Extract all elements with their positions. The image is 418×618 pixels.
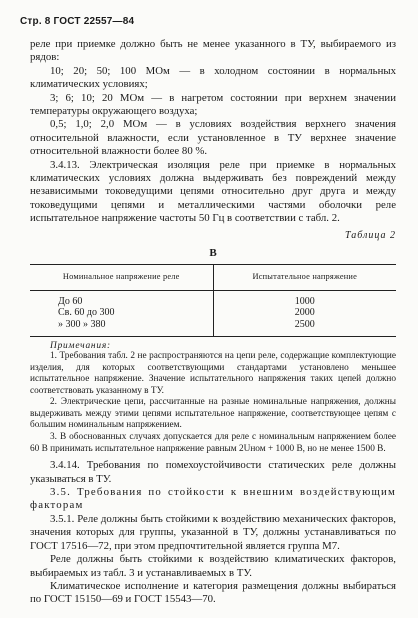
section-3-5-heading: 3.5. Требования по стойкости к внешним воздействующим факторам bbox=[30, 486, 396, 512]
nominal-voltage-cells bbox=[30, 290, 213, 336]
test-voltage-cells bbox=[213, 290, 396, 336]
paragraph: Реле должны быть стойкими к воздействию климатических факторов, выбираемых из табл. 3 и устанавливаемых в ТУ. bbox=[30, 553, 396, 579]
section-3-4-14: 3.4.14. Требования по помехоустойчивости статических реле должны указываться в ТУ. bbox=[30, 459, 396, 485]
note-3: 3. В обоснованных случаях допускается для реле с номинальным напряжением более 60 В принимать испытательное напряжение равным 2Uном + 1000 В, но не менее 1500 В. bbox=[30, 432, 396, 454]
table-body-row bbox=[30, 290, 396, 336]
page-content bbox=[30, 38, 396, 607]
column-header-nominal: Номинальное напряжение реле bbox=[30, 264, 213, 290]
notes-title: Примечания: bbox=[50, 340, 111, 351]
note-2: 2. Электрические цепи, рассчитанные на разные номинальные напряжения, должны выдерживать между этими цепями испытательное напряжение, соответствующее цепям с большим номинальным напряжением. bbox=[30, 397, 396, 431]
note-1: 1. Требования табл. 2 не распространяются на цепи реле, содержащие комплектующие изделия, для которых соответствующими стандартами установлено меньшее испытательное напряжение. Значение испытательного напряжения таких цепей должно соответствовать указанному в ТУ. bbox=[30, 350, 396, 396]
table-unit-letter: В bbox=[209, 246, 217, 259]
table-cell: » 300 » 380 bbox=[58, 318, 106, 330]
table-cell: 2500 bbox=[294, 318, 315, 330]
column-header-test: Испытательное напряжение bbox=[213, 264, 396, 290]
page-header: Стр. 8 ГОСТ 22557—84 bbox=[20, 16, 135, 27]
table-cell: Св. 60 до 300 bbox=[58, 307, 115, 319]
section-3-4-13: 3.4.13. Электрическая изоляция реле при приемке в нормальных климатических условиях должна выдерживать без повреждений между независимыми токоведущими цепями относительно друг друга и между токоведущими цепями и металлическими частями оболочки реле испытательное напряжение частоты 50 Гц в соответствии с табл. 2. bbox=[30, 158, 396, 225]
paragraph: Климатическое исполнение и категория размещения должны выбираться по ГОСТ 15150—69 и ГОСТ 15543—70. bbox=[30, 579, 396, 606]
table-header-row bbox=[30, 264, 396, 290]
paragraph: 3; 6; 10; 20 МОм — в нагретом состоянии при верхнем значении температуры окружающего воздуха; bbox=[30, 91, 396, 118]
table-cell: До 60 bbox=[58, 295, 83, 307]
voltage-table bbox=[30, 264, 396, 337]
table-cell: 2000 bbox=[294, 307, 315, 319]
table-label: Таблица 2 bbox=[345, 229, 396, 241]
section-3-5-1: 3.5.1. Реле должны быть стойкими к воздействию механических факторов, значения которых для группы, указанной в ТУ, должны устанавливаться по ГОСТ 17516—72, при этом предпочтительной является группа М7. bbox=[30, 512, 396, 552]
paragraph: 0,5; 1,0; 2,0 МОм — в условиях воздействия верхнего значения относительной влажности, если установленное в ТУ верхнее значение относительной влажности более 80 %. bbox=[30, 118, 396, 158]
table-cell: 1000 bbox=[294, 295, 315, 307]
paragraph: реле при приемке должно быть не менее указанного в ТУ, выбираемого из рядов: bbox=[30, 38, 396, 64]
paragraph: 10; 20; 50; 100 МОм — в холодном состоянии в нормальных климатических условиях; bbox=[30, 64, 396, 91]
